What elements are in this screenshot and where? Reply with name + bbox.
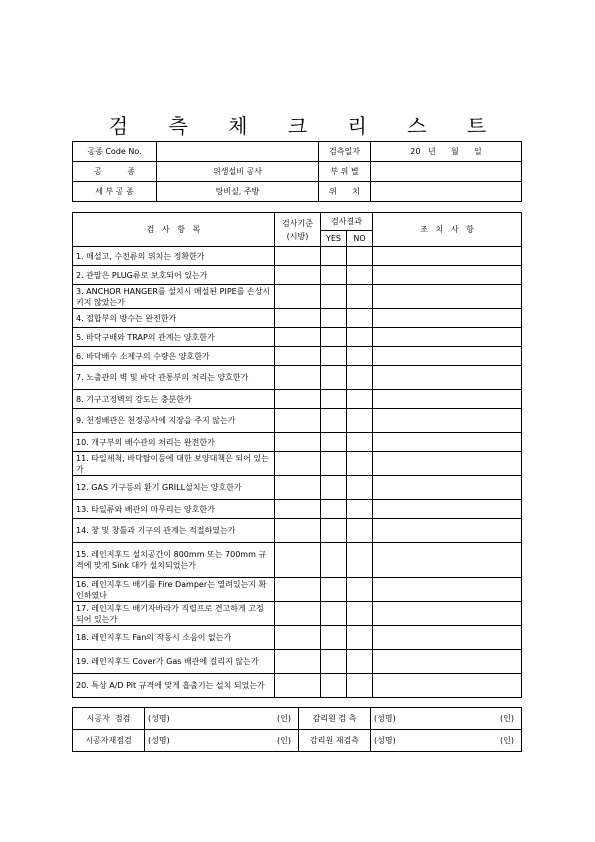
action-cell[interactable] [373, 476, 522, 500]
yes-cell[interactable] [321, 328, 347, 347]
action-cell[interactable] [373, 674, 522, 698]
checklist-row [73, 285, 522, 309]
signature-row-2 [73, 730, 522, 752]
code-value[interactable] [157, 142, 319, 162]
action-cell[interactable] [373, 309, 522, 328]
checklist-item-text: 2. 관말은 PLUG류로 보호되어 있는가 [73, 266, 275, 285]
standard-cell[interactable] [275, 476, 321, 500]
yes-cell[interactable] [321, 650, 347, 674]
action-cell[interactable] [373, 247, 522, 266]
action-cell[interactable] [373, 409, 522, 433]
no-cell[interactable] [347, 578, 373, 602]
yes-cell[interactable] [321, 347, 347, 366]
checklist-item-text: 14. 창 및 창틀과 기구의 관계는 적절하였는가 [73, 519, 275, 543]
checklist-items [73, 247, 522, 698]
part-value[interactable] [371, 162, 522, 182]
checklist-item-text: 10. 개구부의 배수관의 처리는 완전한가 [73, 433, 275, 452]
action-cell[interactable] [373, 500, 522, 519]
supervisor-recheck-name-label: (성명) [374, 736, 396, 745]
standard-cell[interactable] [275, 390, 321, 409]
yes-cell[interactable] [321, 266, 347, 285]
work-type-label: 공 종 [73, 162, 157, 182]
info-row-code [73, 142, 522, 162]
action-cell[interactable] [373, 626, 522, 650]
standard-cell[interactable] [275, 409, 321, 433]
checklist-item-text: 13. 타일류와 배관의 마무리는 양호한가 [73, 500, 275, 519]
standard-cell[interactable] [275, 519, 321, 543]
code-label: 공종 Code No. [73, 142, 157, 162]
detail-type-label: 세 부 공 종 [73, 182, 157, 202]
yes-cell[interactable] [321, 626, 347, 650]
checklist-item-text: 12. GAS 기구등의 환기 GRILL설치는 양호한가 [73, 476, 275, 500]
action-cell[interactable] [373, 543, 522, 578]
item-header: 검 사 항 목 [73, 213, 275, 247]
supervisor-recheck-seal-label: (인) [500, 736, 514, 745]
signature-row-1 [73, 708, 522, 730]
no-cell[interactable] [347, 409, 373, 433]
checklist-item-text: 1. 매설고, 수전류의 위치는 정확한가 [73, 247, 275, 266]
contractor-check-label: 시공자 점검 [73, 708, 145, 730]
checklist-item-text: 17. 레인지후드 배기자바라가 직렬프로 견고하게 고정되어 있는가 [73, 602, 275, 626]
checklist-item-text: 19. 레인지후드 Cover가 Gas 배관에 걸리지 않는가 [73, 650, 275, 674]
standard-cell[interactable] [275, 602, 321, 626]
checklist-item-text: 16. 레인지후드 배기를 Fire Damper는 열려있는지 확인하였나 [73, 578, 275, 602]
action-cell[interactable] [373, 650, 522, 674]
checklist-row [73, 347, 522, 366]
standard-cell[interactable] [275, 543, 321, 578]
yes-cell[interactable] [321, 390, 347, 409]
no-cell[interactable] [347, 347, 373, 366]
signature-table [72, 707, 522, 752]
no-cell[interactable] [347, 328, 373, 347]
checklist-row [73, 328, 522, 347]
standard-cell[interactable] [275, 247, 321, 266]
action-cell[interactable] [373, 519, 522, 543]
standard-cell[interactable] [275, 285, 321, 309]
checklist-row [73, 602, 522, 626]
action-cell[interactable] [373, 285, 522, 309]
yes-cell[interactable] [321, 602, 347, 626]
checklist-row [73, 476, 522, 500]
checklist-table [72, 212, 522, 698]
standard-cell[interactable] [275, 500, 321, 519]
checklist-item-text: 3. ANCHOR HANGER를 설치시 매설된 PIPE를 손상시키지 않았는가 [73, 285, 275, 309]
checklist-row [73, 366, 522, 390]
standard-cell[interactable] [275, 433, 321, 452]
no-cell[interactable] [347, 500, 373, 519]
yes-cell[interactable] [321, 543, 347, 578]
no-cell[interactable] [347, 650, 373, 674]
yes-cell[interactable] [321, 285, 347, 309]
checklist-row [73, 543, 522, 578]
yes-cell[interactable] [321, 519, 347, 543]
location-value[interactable] [371, 182, 522, 202]
supervisor-check-label: 감리원 검 측 [299, 708, 371, 730]
supervisor-recheck-sign[interactable] [371, 730, 522, 752]
yes-cell[interactable] [321, 366, 347, 390]
contractor-check-name-label: (성명) [148, 714, 170, 723]
standard-cell[interactable] [275, 626, 321, 650]
checklist-item-text: 11. 타일세척, 바닥탈이등에 대한 보양대책은 되어 있는가 [73, 452, 275, 476]
no-cell[interactable] [347, 366, 373, 390]
checklist-item-text: 18. 레인지후드 Fan의 작동시 소음이 없는가 [73, 626, 275, 650]
action-cell[interactable] [373, 328, 522, 347]
checklist-item-text: 6. 바닥배수 소제구의 수량은 양호한가 [73, 347, 275, 366]
action-cell[interactable] [373, 602, 522, 626]
contractor-recheck-label: 시공자재점검 [73, 730, 145, 752]
checklist-row [73, 500, 522, 519]
yes-cell[interactable] [321, 500, 347, 519]
no-cell[interactable] [347, 602, 373, 626]
no-cell[interactable] [347, 543, 373, 578]
action-cell[interactable] [373, 366, 522, 390]
checklist-item-text: 7. 노출관의 벽 및 바닥 관통부의 처리는 양호한가 [73, 366, 275, 390]
checklist-row [73, 247, 522, 266]
checklist-row [73, 650, 522, 674]
supervisor-check-sign[interactable] [371, 708, 522, 730]
checklist-row [73, 578, 522, 602]
yes-cell[interactable] [321, 452, 347, 476]
checklist-row [73, 626, 522, 650]
no-cell[interactable] [347, 476, 373, 500]
no-cell[interactable] [347, 452, 373, 476]
standard-cell[interactable] [275, 309, 321, 328]
yes-header: YES [321, 231, 347, 247]
checklist-item-text: 8. 기구고정벽의 강도는 충분한가 [73, 390, 275, 409]
yes-cell[interactable] [321, 476, 347, 500]
no-header: NO [347, 231, 373, 247]
no-cell[interactable] [347, 674, 373, 698]
checklist-row [73, 309, 522, 328]
inspection-date-value[interactable]: 20 년 월 일 [371, 142, 522, 162]
contractor-check-seal-label: (인) [277, 714, 291, 723]
no-cell[interactable] [347, 626, 373, 650]
standard-cell[interactable] [275, 578, 321, 602]
action-cell[interactable] [373, 266, 522, 285]
yes-cell[interactable] [321, 578, 347, 602]
checklist-row [73, 452, 522, 476]
standard-cell[interactable] [275, 366, 321, 390]
checklist-item-text: 15. 레인지후드 설치공간이 800mm 또는 700mm 규격에 맞게 Sink 대가 설치되었는가 [73, 543, 275, 578]
supervisor-recheck-label: 감리원 재검측 [299, 730, 371, 752]
checklist-item-text: 20. 특상 A/D Pit 규격에 맞게 흡출기는 설치 되었는가 [73, 674, 275, 698]
supervisor-check-name-label: (성명) [374, 714, 396, 723]
yes-cell[interactable] [321, 433, 347, 452]
standard-cell[interactable] [275, 452, 321, 476]
work-type-value[interactable]: 위생설비 공사 [157, 162, 319, 182]
yes-cell[interactable] [321, 309, 347, 328]
contractor-recheck-seal-label: (인) [277, 736, 291, 745]
info-row-work [73, 162, 522, 182]
action-cell[interactable] [373, 452, 522, 476]
document-title: 검 측 체 크 리 스 트 [108, 114, 504, 138]
contractor-recheck-name-label: (성명) [148, 736, 170, 745]
yes-cell[interactable] [321, 247, 347, 266]
standard-cell[interactable] [275, 650, 321, 674]
checklist-item-text: 5. 바닥구배와 TRAP의 관계는 양호한가 [73, 328, 275, 347]
action-cell[interactable] [373, 433, 522, 452]
checklist-row [73, 409, 522, 433]
contractor-recheck-sign[interactable] [145, 730, 299, 752]
standard-cell[interactable] [275, 328, 321, 347]
action-cell[interactable] [373, 390, 522, 409]
checklist-row [73, 266, 522, 285]
detail-type-value[interactable]: 탕비실, 주방 [157, 182, 319, 202]
no-cell[interactable] [347, 519, 373, 543]
checklist-row [73, 390, 522, 409]
no-cell[interactable] [347, 247, 373, 266]
action-cell[interactable] [373, 347, 522, 366]
standard-cell[interactable] [275, 347, 321, 366]
action-cell[interactable] [373, 578, 522, 602]
standard-header: 검사기준 (시방) [275, 213, 321, 247]
checklist-row [73, 674, 522, 698]
standard-cell[interactable] [275, 674, 321, 698]
part-label: 부 위 별 [319, 162, 371, 182]
location-label: 위 치 [319, 182, 371, 202]
no-cell[interactable] [347, 433, 373, 452]
contractor-check-sign[interactable] [145, 708, 299, 730]
yes-cell[interactable] [321, 674, 347, 698]
checklist-header-row [73, 213, 522, 231]
info-table [72, 141, 522, 202]
action-header: 조 치 사 항 [373, 213, 522, 247]
standard-cell[interactable] [275, 266, 321, 285]
no-cell[interactable] [347, 285, 373, 309]
inspection-date-label: 검측일자 [319, 142, 371, 162]
info-row-detail [73, 182, 522, 202]
no-cell[interactable] [347, 309, 373, 328]
checklist-row [73, 433, 522, 452]
result-header: 검사결과 [321, 213, 373, 231]
supervisor-check-seal-label: (인) [500, 714, 514, 723]
checklist-item-text: 9. 천정배관은 천정공사에 지장을 주지 않는가 [73, 409, 275, 433]
yes-cell[interactable] [321, 409, 347, 433]
checklist-row [73, 519, 522, 543]
no-cell[interactable] [347, 266, 373, 285]
no-cell[interactable] [347, 390, 373, 409]
checklist-item-text: 4. 접합부의 방수는 완전한가 [73, 309, 275, 328]
